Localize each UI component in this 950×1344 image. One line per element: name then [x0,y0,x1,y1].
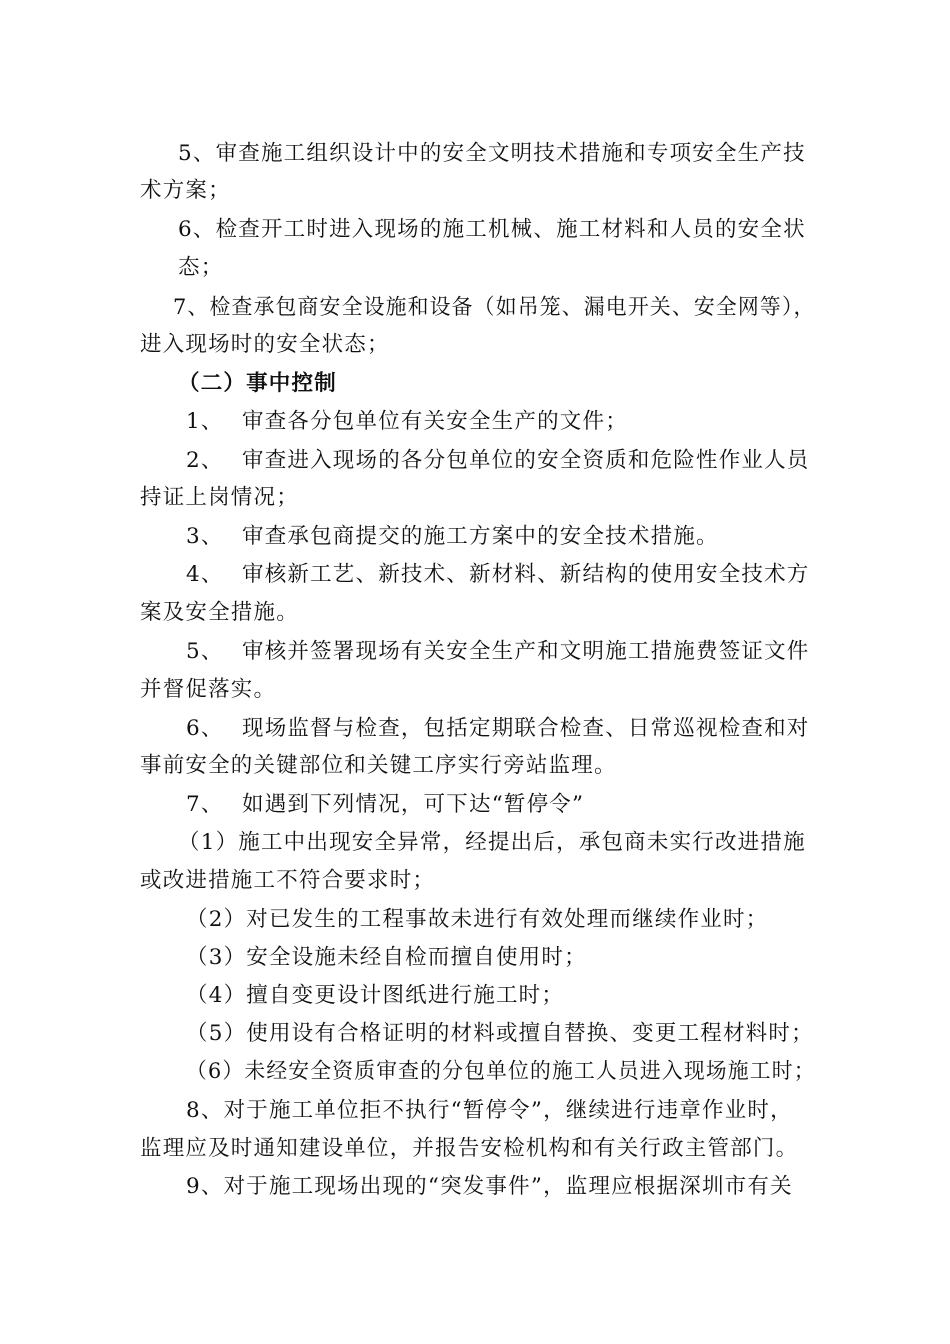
item-4-continuation: 案及安全措施。 [140,600,299,625]
subitem-5: （5）使用设有合格证明的材料或擅自替换、变更工程材料时； [186,1021,814,1046]
item-5-number: 5、 [186,639,224,664]
subitem-1-line-1: （1）施工中出现安全异常，经提出后，承包商未实行改进措施 [178,830,806,855]
paragraph-7-line-2: 进入现场时的安全状态； [140,332,390,357]
paragraph-6-line-2: 态； [178,255,224,280]
paragraph-5-line-1: 5、审查施工组织设计中的安全文明技术措施和专项安全生产技 [178,141,806,166]
subitem-1-line-2: 或改进措施工不符合要求时； [140,868,436,893]
paragraph-6-line-1: 6、检查开工时进入现场的施工机械、施工材料和人员的安全状 [178,217,806,242]
item-6-continuation: 事前安全的关键部位和关键工序实行旁站监理。 [140,753,617,778]
item-4-number: 4、 [186,562,224,587]
item-2-continuation: 持证上岗情况； [140,485,299,510]
paragraph-9-line-1: 9、对于施工现场出现的“突发事件”，监理应根据深圳市有关 [186,1174,793,1199]
item-2-number: 2、 [186,448,224,473]
item-6-text: 现场监督与检查，包括定期联合检查、日常巡视检查和对 [242,716,810,741]
subitem-3: （3）安全设施未经自检而擅自使用时； [186,945,587,970]
item-1-number: 1、 [186,409,224,434]
subitem-4: （4）擅自变更设计图纸进行施工时； [186,983,565,1008]
paragraph-7-line-1: 7、检查承包商安全设施和设备（如吊笼、漏电开关、安全网等）， [173,295,816,320]
item-6-number: 6、 [186,716,224,741]
item-3-text: 审查承包商提交的施工方案中的安全技术措施。 [242,524,719,549]
item-4-text: 审核新工艺、新技术、新材料、新结构的使用安全技术方 [242,562,810,587]
section-heading: （二）事中控制 [178,371,337,396]
paragraph-8-line-2: 监理应及时通知建设单位，并报告安检机构和有关行政主管部门。 [140,1136,799,1161]
item-3-number: 3、 [186,524,224,549]
item-1-text: 审查各分包单位有关安全生产的文件； [242,409,628,434]
paragraph-8-line-1: 8、对于施工单位拒不执行“暂停令”，继续进行违章作业时， [186,1098,793,1123]
item-7-text: 如遇到下列情况，可下达“暂停令” [242,792,585,817]
item-2-text: 审查进入现场的各分包单位的安全资质和危险性作业人员 [242,448,810,473]
item-7-number: 7、 [186,792,224,817]
subitem-6: （6）未经安全资质审查的分包单位的施工人员进入现场施工时； [186,1059,816,1084]
item-5-text: 审核并签署现场有关安全生产和文明施工措施费签证文件 [242,639,810,664]
paragraph-5-line-2: 术方案； [140,178,231,203]
subitem-2: （2）对已发生的工程事故未进行有效处理而继续作业时； [186,907,769,932]
item-5-continuation: 并督促落实。 [140,677,277,702]
